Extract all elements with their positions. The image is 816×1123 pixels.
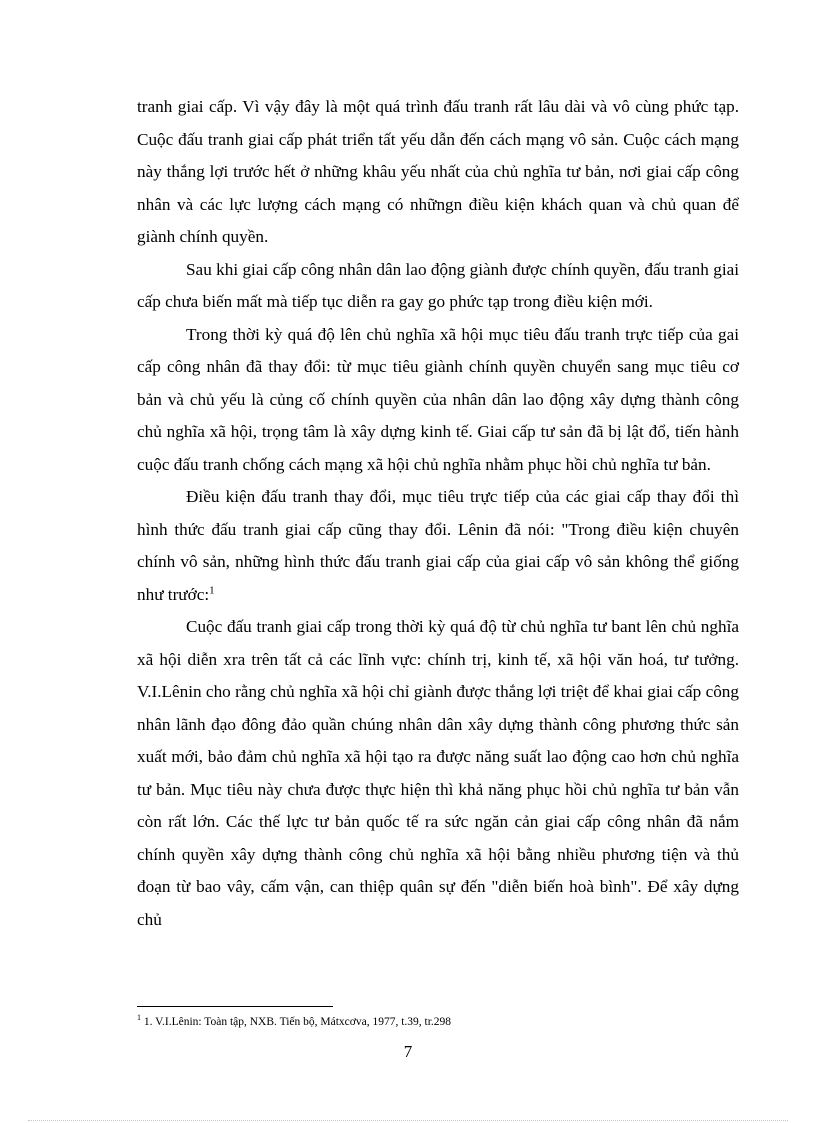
paragraph-2 <box>137 254 739 319</box>
paragraph-5-text: Cuộc đấu tranh giai cấp trong thời kỳ quá độ từ chủ nghĩa tư bant lên chủ nghĩa xã hội diễn xra trên tất cả các lĩnh vực: chính trị, kinh tế, xã hội văn hoá, tư tưởng. V.I.Lênin cho rằng chủ nghĩa xã hội chỉ giành được thắng lợi triệt để khai giai cấp công nhân lãnh đạo đông đảo quần chúng nhân dân xây dựng thành công phương thức sản xuất mới, bảo đảm chủ nghĩa xã hội tạo ra được năng suất lao động cao hơn chủ nghĩa tư bản. Mục tiêu này chưa được thực hiện thì khả năng phục hồi chủ nghĩa tư bản vẫn còn rất lớn. Các thế lực tư bản quốc tế ra sức ngăn cản giai cấp công nhân đã nắm chính quyền xây dựng thành công chủ nghĩa xã hội bằng nhiều phương tiện và thủ đoạn từ bao vây, cấm vận, can thiệp quân sự đến "diễn biến hoà bình". Để xây dựng chủ <box>137 617 739 929</box>
paragraph-5 <box>137 611 739 936</box>
paragraph-2-text: Sau khi giai cấp công nhân dân lao động giành được chính quyền, đấu tranh giai cấp chưa biến mất mà tiếp tục diễn ra gay go phức tạp trong điều kiện mới. <box>137 259 739 311</box>
page-number: 7 <box>403 1042 413 1061</box>
paragraph-4 <box>137 481 739 611</box>
footnote <box>137 1015 451 1029</box>
footnote-text: 1. V.I.Lênin: Toàn tập, NXB. Tiến bộ, Mátxcơva, 1977, t.39, tr.298 <box>143 1016 452 1028</box>
paragraph-3 <box>137 319 739 482</box>
body-text <box>137 91 739 936</box>
paragraph-1 <box>137 91 739 254</box>
footnote-separator <box>137 1006 333 1007</box>
footnote-reference[interactable]: 1 <box>209 583 215 596</box>
paragraph-3-text: Trong thời kỳ quá độ lên chủ nghĩa xã hội mục tiêu đấu tranh trực tiếp của gai cấp công nhân đã thay đổi: từ mục tiêu giành chính quyền chuyển sang mục tiêu cơ bản và chủ yếu là củng cố chính quyền của nhân dân lao động xây dựng thành công chủ nghĩa xã hội, trọng tâm là xây dựng kinh tế. Giai cấp tư sản đã bị lật đổ, tiến hành cuộc đấu tranh chống cách mạng xã hội chủ nghĩa nhằm phục hồi chủ nghĩa tư bản. <box>137 324 739 474</box>
footnote-marker: 1 <box>137 1013 141 1023</box>
paragraph-1-text: tranh giai cấp. Vì vậy đây là một quá trình đấu tranh rất lâu dài và vô cùng phức tạp. Cuộc đấu tranh giai cấp phát triển tất yếu dẫn đến cách mạng vô sản. Cuộc cách mạng này thắng lợi trước hết ở những khâu yếu nhất của chủ nghĩa tư bản, nơi giai cấp công nhân và các lực lượng cách mạng có nhữngn điều kiện khách quan và chủ quan để giành chính quyền. <box>137 97 739 246</box>
page-bottom-edge <box>28 1120 788 1121</box>
paragraph-4-text: Điều kiện đấu tranh thay đổi, mục tiêu trực tiếp của các giai cấp thay đổi thì hình thức đấu tranh giai cấp cũng thay đổi. Lênin đã nói: "Trong điều kiện chuyên chính vô sản, những hình thức đấu tranh giai cấp của giai cấp vô sản không thể giống như trước: <box>137 487 739 604</box>
